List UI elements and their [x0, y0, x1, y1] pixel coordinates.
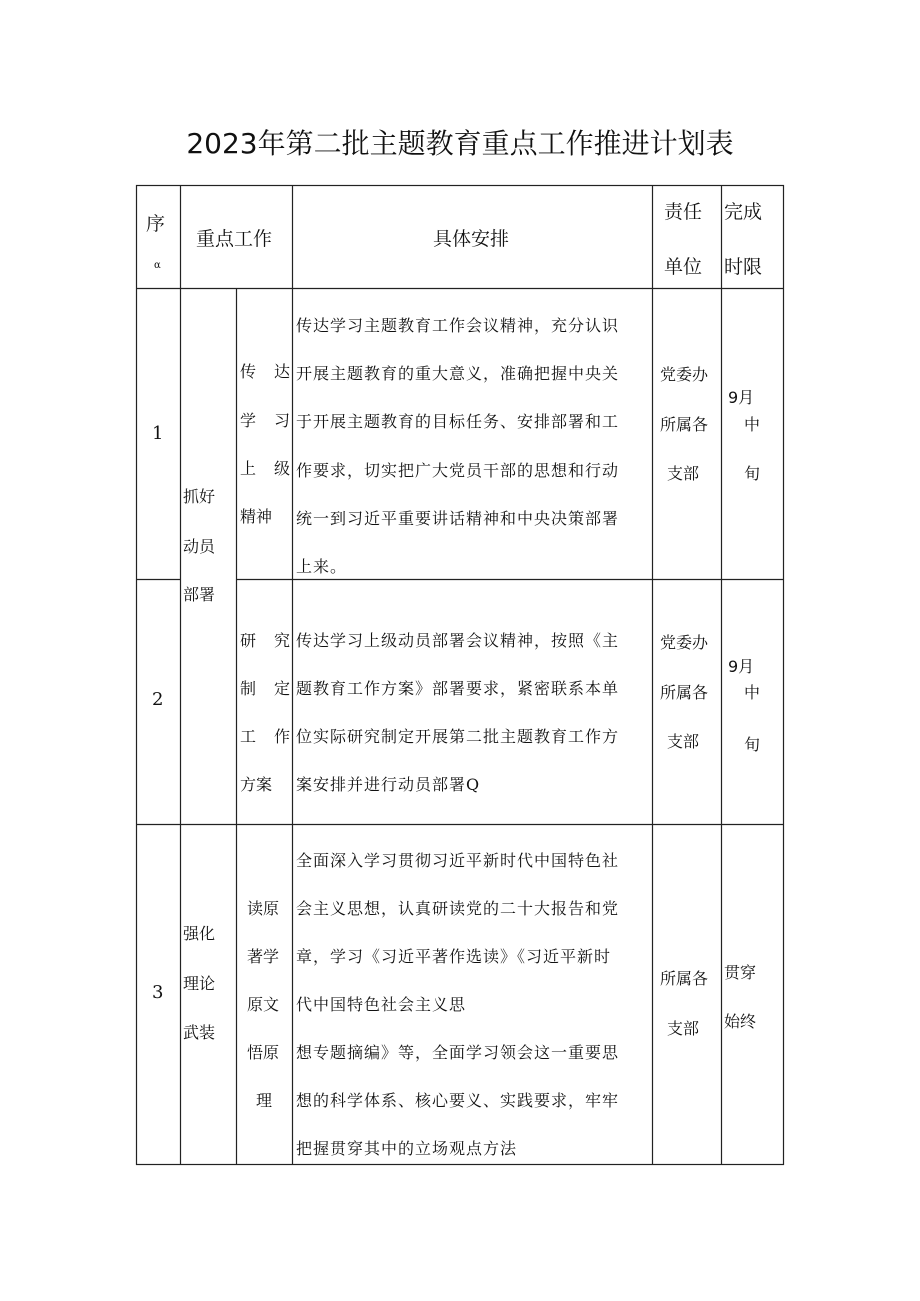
header-deadline-line2: 时限	[724, 256, 763, 278]
task-char: 工	[240, 727, 257, 746]
detail-line: 代中国特色社会主义思	[296, 995, 467, 1014]
deadline-line: 9月	[728, 657, 755, 676]
header-unit-line1: 责任	[664, 201, 703, 223]
group-label-line: 部署	[183, 585, 216, 604]
task-char: 上	[240, 459, 257, 478]
detail-line: 于开展主题教育的目标任务、安排部署和工	[296, 412, 620, 431]
task-char: 读原	[247, 899, 280, 918]
task-char: 著学	[247, 947, 280, 966]
detail-line: 题教育工作方案》部署要求，紧密联系本单	[296, 679, 620, 698]
task-char: 理	[256, 1091, 273, 1110]
deadline-line: 9月	[728, 388, 755, 407]
task-char: 作	[274, 727, 291, 746]
deadline-line: 中	[744, 683, 761, 702]
group-label-line: 抓好	[183, 487, 216, 506]
detail-line: 把握贯穿其中的立场观点方法	[296, 1139, 518, 1158]
unit-line: 支部	[667, 732, 700, 751]
row-number: 1	[152, 423, 164, 444]
deadline-line: 旬	[744, 735, 761, 754]
page-title: 2023年第二批主题教育重点工作推进计划表	[186, 127, 734, 160]
unit-line: 所属各	[660, 683, 709, 702]
deadline-line: 贯穿	[724, 963, 757, 982]
detail-line: 上来。	[296, 557, 348, 576]
unit-line: 支部	[667, 1019, 700, 1038]
task-char: 级	[274, 459, 291, 478]
group-label-line: 理论	[183, 974, 216, 993]
task-char: 定	[274, 679, 291, 698]
detail-line: 传达学习主题教育工作会议精神，充分认识	[296, 316, 620, 335]
unit-line: 支部	[667, 464, 700, 483]
task-char: 精神	[240, 507, 273, 526]
header-arrangement: 具体安排	[433, 228, 510, 250]
task-char: 究	[274, 631, 291, 650]
unit-line: 党委办	[660, 365, 709, 384]
detail-line: 想的科学体系、核心要义、实践要求，牢牢	[296, 1091, 620, 1110]
group-label-line: 动员	[183, 537, 216, 556]
detail-line: 作要求，切实把广大党员干部的思想和行动	[296, 461, 620, 480]
task-char: 学	[240, 411, 257, 430]
unit-line: 党委办	[660, 633, 709, 652]
header-seq: 序	[146, 213, 166, 235]
deadline-line: 中	[744, 415, 761, 434]
row-number: 2	[152, 689, 164, 710]
unit-line: 所属各	[660, 415, 709, 434]
detail-line: 案安排并进行动员部署Q	[296, 775, 481, 794]
deadline-line: 始终	[724, 1012, 757, 1031]
row-number: 3	[152, 982, 164, 1003]
detail-line: 开展主题教育的重大意义，准确把握中央关	[296, 364, 620, 383]
detail-line: 传达学习上级动员部署会议精神，按照《主	[296, 631, 620, 650]
header-deadline-line1: 完成	[724, 201, 763, 223]
detail-line: 会主义思想，认真研读党的二十大报告和党	[296, 899, 620, 918]
group-label-line: 强化	[183, 924, 216, 943]
task-char: 方案	[240, 775, 273, 794]
task-char: 制	[240, 679, 257, 698]
detail-line: 位实际研究制定开展第二批主题教育工作方	[296, 727, 620, 746]
task-char: 传	[240, 362, 257, 381]
task-char: 原文	[247, 995, 280, 1014]
detail-line: 全面深入学习贯彻习近平新时代中国特色社	[296, 851, 620, 870]
header-key-work: 重点工作	[196, 228, 273, 250]
task-char: 习	[274, 411, 291, 430]
task-char: 达	[274, 362, 291, 381]
group-label-line: 武装	[183, 1023, 216, 1042]
detail-line: 章，学习《习近平著作选读》《习近平新时	[296, 947, 612, 966]
header-unit-line2: 单位	[664, 256, 703, 278]
task-char: 研	[240, 631, 257, 650]
deadline-line: 旬	[744, 464, 761, 483]
detail-line: 统一到习近平重要讲话精神和中央决策部署	[296, 509, 620, 528]
task-char: 悟原	[247, 1043, 280, 1062]
detail-line: 想专题摘编》等，全面学习领会这一重要思	[296, 1043, 620, 1062]
unit-line: 所属各	[660, 969, 709, 988]
header-seq-sub: α	[154, 260, 161, 271]
